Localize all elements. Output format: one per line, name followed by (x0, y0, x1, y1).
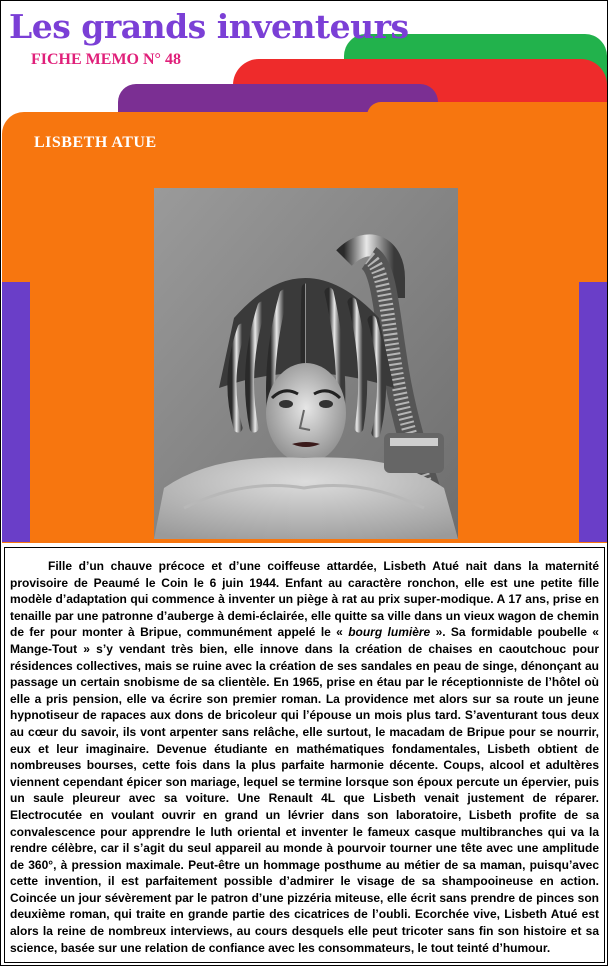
photo-illustration (154, 188, 458, 539)
biography-part2: ». Sa formidable poubelle « Mange-Tout » s’y vendant très bien, elle innove dans la création de chaises en caoutchouc pour résidences collectives, mais se ruine avec la création de ses sandales en peau de singe, dénonçant au passage un certain snobisme de sa clientèle. En 1965, prise en étau par le réceptionniste de l’hôtel où elle a pris pension, elle va écrire son premier roman. La providence met alors sur sa route un jeune hypnotiseur de rapaces aux dons de bricoleur qui l’épouse un mois plus tard. S’aventurant tous deux au cœur du savoir, ils vont arpenter sans relâche, elle surtout, le macadam de Bripue pour se nourrir, eux et leur imaginaire. Devenue étudiante en mathématiques fondamentales, Lisbeth obtient de nombreuses bourses, cette fois dans la plus parfaite harmonie décente. Coups, alcool et adultères viennent cependant épicer son mariage, lequel se termine lorsque son époux percute un épervier, puis un saule pleureur avec sa voiture. Une Renault 4L que Lisbeth venait justement de réparer. Electrocutée en voulant ouvrir en grand un lévrier dans son laboratoire, Lisbeth profite de sa convalescence pour apprendre le luth oriental et inventer le fameux casque multibranches qui va la rendre célèbre, car il s’agit du seul appareil au monde à pourvoir tourner une tête avec une amplitude de 360°, à pression maximale. Peut-être un hommage posthume au métier de sa maman, puisqu’avec cette invention, il est parfaitement possible d’admirer le visage de sa shampooineuse en action. Coincée un jour sévèrement par le patron d’une pizzéria miteuse, elle écrit sans prendre de pinces son deuxième roman, qui traite en grande partie des cicatrices de l’oubli. Ecorchée vive, Lisbeth Atué est alors la reine de nombreux interviews, au cours desquels elle peut tricoter sans fin son histoire et sa science, basée sur une relation de confiance avec les consommateurs, le tout teinté d’humour. (10, 625, 599, 955)
biography-box (4, 547, 605, 963)
inventor-name: LISBETH ATUE (34, 134, 157, 151)
biography-emphasis: bourg lumière (348, 625, 431, 640)
biography-text (10, 558, 599, 956)
left-violet-bar (2, 282, 30, 542)
right-violet-bar (579, 282, 607, 542)
memo-number: FICHE MEMO N° 48 (31, 51, 181, 68)
biography-part1: Fille d’un chauve précoce et d’une coiffeuse attardée, Lisbeth Atué nait dans la maternité provisoire de Peaumé le Coin le 6 juin 1944. Enfant au caractère ronchon, elle est une petite fille modèle d’adaptation qui commence à inventer un piège à rat au prix super-modique. A 17 ans, prise en tenaille par une patronne d’auberge à demi-éclairée, elle quitte sa ville dans un vieux wagon de chemin de fer pour monter à Bripue, communément appelé le « (10, 559, 599, 640)
vintage-hair-dryer-photo (154, 188, 458, 539)
page-title: Les grands inventeurs (9, 7, 409, 46)
